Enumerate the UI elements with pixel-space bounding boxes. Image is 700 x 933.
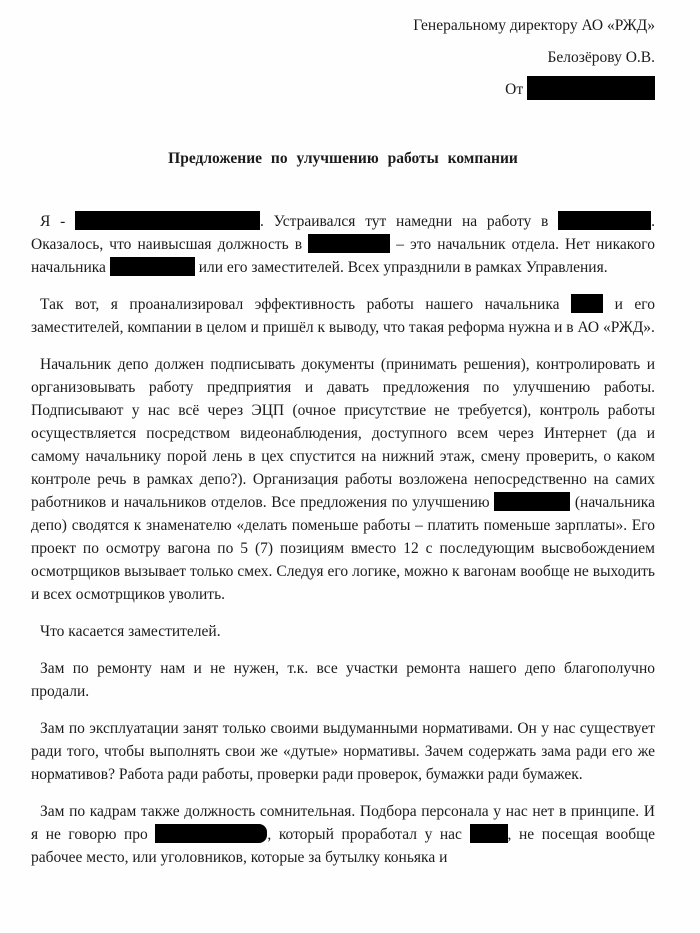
redaction-bar	[494, 492, 570, 511]
paragraph-intro: Я - . Устраивался тут намедни на работу в . Оказалось, что наивысшая должность в – это начальник отдела. Нет никакого начальника или его заместителей. Всех упразднили в рамках Управления.	[31, 213, 655, 276]
redaction-bar	[75, 211, 260, 230]
redaction-bar	[527, 76, 655, 100]
redaction-bar	[470, 824, 508, 843]
paragraph-operations-deputy: Зам по эксплуатации занят только своими выдуманными нормативами. Он у нас существует ради того, чтобы выполнять свои же «дутые» нормативы. Зачем содержать зама ради его же нормативов? Работа ради работы, проверки ради проверок, бумажки ради бумажек.	[31, 720, 655, 783]
paragraph-repair-deputy: Зам по ремонту нам и не нужен, т.к. все участки ремонта нашего депо благополучно продали.	[31, 660, 655, 700]
redaction-bar	[571, 294, 603, 313]
redaction-bar	[308, 234, 390, 253]
letter-body	[31, 210, 655, 869]
redaction-bar	[155, 824, 267, 843]
from-prefix: От	[505, 81, 527, 98]
recipient-name-line: Белозёрову О.В.	[547, 49, 655, 66]
recipient-org-line: Генеральному директору АО «РЖД»	[413, 17, 655, 34]
paragraph-analysis: Так вот, я проанализировал эффективность работы нашего начальника и его заместителей, компании в целом и пришёл к выводу, что такая реформа нужна и в АО «РЖД».	[31, 296, 655, 336]
paragraph-deputies-heading: Что касается заместителей.	[40, 623, 221, 640]
letter-header	[31, 10, 655, 106]
from-line	[31, 74, 655, 106]
redaction-bar	[110, 257, 195, 276]
paragraph-hr-deputy: Зам по кадрам также должность сомнительная. Подбора персонала у нас нет в принципе. И я не говорю про , который проработал у нас , не посещая вообще рабочее место, или уголовников, которые за бутылку коньяка и	[31, 803, 655, 866]
paragraph-depot-chief: Начальник депо должен подписывать документы (принимать решения), контролировать и организовывать работу предприятия и давать предложения по улучшению работы. Подписывают у нас всё через ЭЦП (очное присутствие не требуется), контроль работы осуществляется посредством видеонаблюдения, доступного всем через Интернет (да и самому начальнику порой лень в цех спустится на нижний этаж, смену проверить, о каком контроле речь в рамках депо?). Организация работы возложена непосредственно на самих работников и начальников отделов. Все предложения по улучшению (начальника депо) сводятся к знаменателю «делать поменьше работы – платить поменьше зарплаты». Его проект по осмотру вагона по 5 (7) позициям вместо 12 с последующим высвобождением осмотрщиков вызывает только смех. Следуя его логике, можно к вагонам вообще не выходить и всех осмотрщиков уволить.	[31, 356, 655, 603]
document-title: Предложение по улучшению работы компании	[168, 150, 518, 167]
redaction-bar	[558, 211, 651, 230]
